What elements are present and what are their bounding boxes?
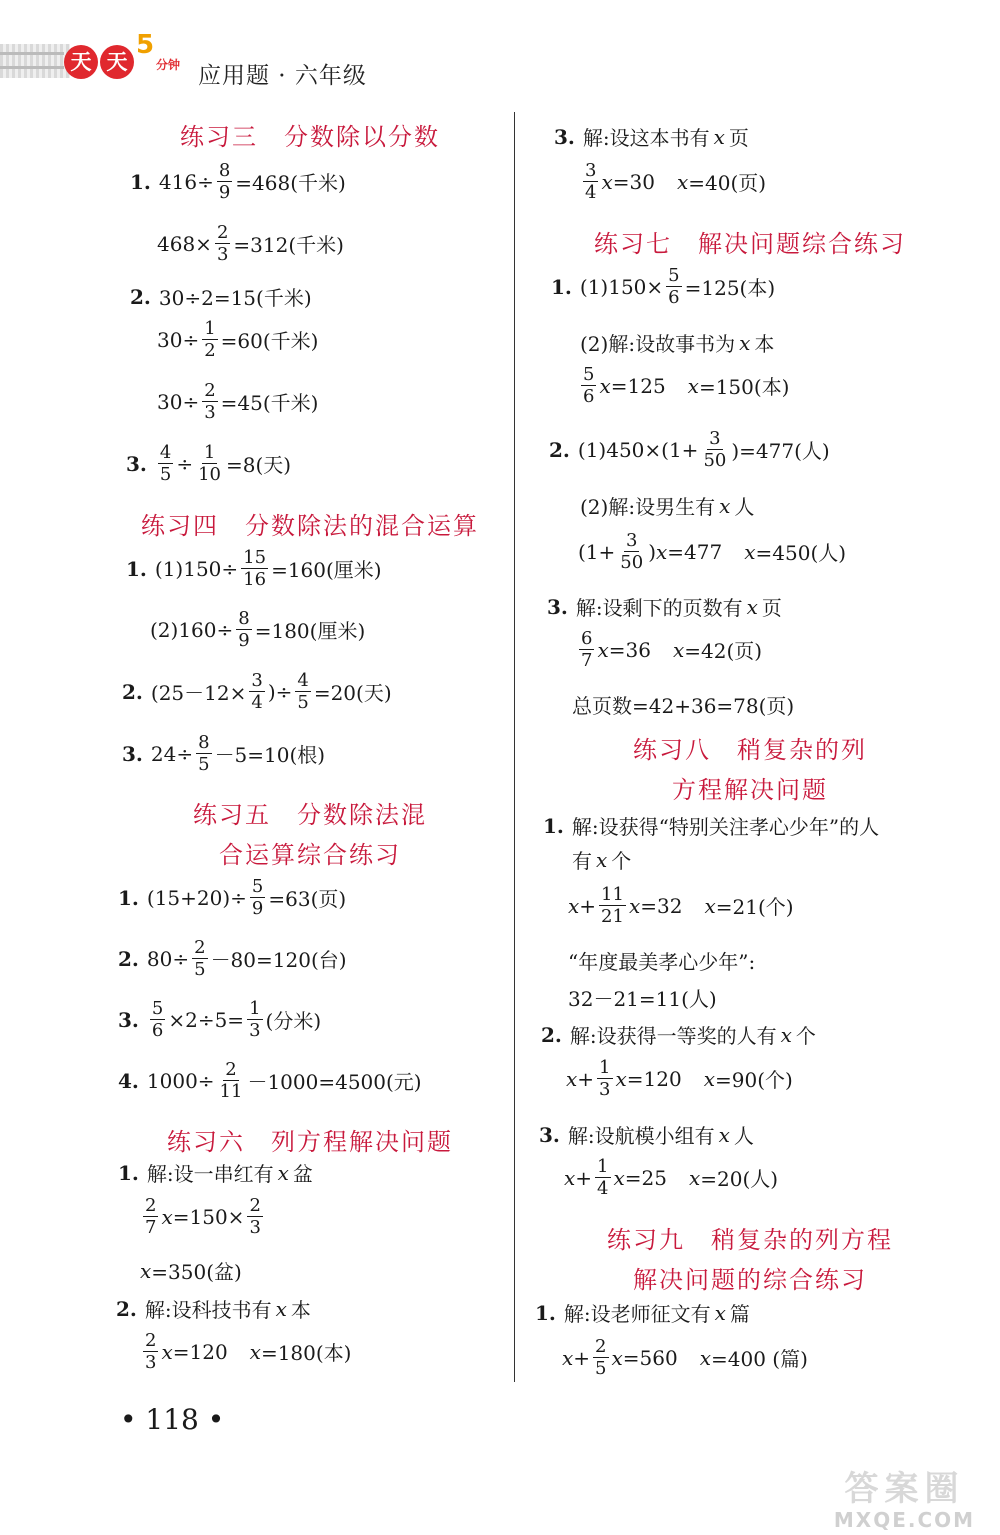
- answer-line: $\frac{6}{7}$ x =36 x =42(页): [581, 628, 763, 671]
- answer-line: 1. (15+20)÷ $\frac{5}{9}$ =63(页): [118, 876, 347, 919]
- page-number: • 118 •: [120, 1403, 225, 1436]
- answer-line: 3. 解:设航模小组有 x 人: [539, 1122, 754, 1148]
- answer-line: 468× $\frac{2}{3}$ =312(千米): [157, 222, 344, 265]
- answer-line: 2. 30÷2=15(千米): [130, 284, 312, 310]
- answer-line: (1+ $\frac{3}{50}$ ) x =477 x =450(人): [578, 530, 847, 573]
- section-title: 方程解决问题: [672, 776, 828, 804]
- section-title: 解决问题的综合练习: [633, 1266, 867, 1294]
- answer-line: 1. 解:设老师征文有 x 篇: [535, 1300, 750, 1326]
- answer-line: 1. 416÷ $\frac{8}{9}$ =468(千米): [130, 160, 346, 203]
- logo-badge: 天: [64, 45, 98, 79]
- answer-line: 3. 解:设剩下的页数有 x 页: [547, 594, 782, 620]
- answer-line: 4. 1000÷ $\frac{2}{11}$ －1000=4500(元): [118, 1059, 422, 1102]
- section-title: 练习五 分数除法混: [193, 801, 427, 829]
- logo-badge: 天: [100, 45, 134, 79]
- answer-line: 3. 24÷ $\frac{8}{5}$ －5=10(根): [122, 732, 326, 775]
- section-title: 练习三 分数除以分数: [180, 123, 440, 151]
- answer-line: 3. 解:设这本书有 x 页: [554, 124, 749, 150]
- answer-line: $\frac{2}{7}$ x =150× $\frac{2}{3}$: [145, 1195, 261, 1238]
- answer-line: (2)解:设男生有 x 人: [580, 493, 755, 519]
- answer-line: 1. (1)150× $\frac{5}{6}$ =125(本): [551, 265, 776, 308]
- answer-line: x + $\frac{1}{3}$ x =120 x =90(个): [566, 1057, 793, 1100]
- section-title: 练习六 列方程解决问题: [167, 1128, 453, 1156]
- logo-five: 5: [136, 30, 155, 60]
- answer-line: 30÷ $\frac{1}{2}$ =60(千米): [157, 318, 319, 361]
- answer-line: $\frac{3}{4}$ x =30 x =40(页): [585, 160, 767, 203]
- answer-line: 2. 解:设科技书有 x 本: [116, 1296, 311, 1322]
- answer-line: 3. $\frac{4}{5}$ ÷ $\frac{1}{10}$ =8(天): [126, 442, 292, 485]
- section-title: 练习四 分数除法的混合运算: [141, 512, 479, 540]
- answer-line: x + $\frac{11}{21}$ x =32 x =21(个): [568, 884, 794, 927]
- answer-line: 2. (25－12× $\frac{3}{4}$ )÷ $\frac{4}{5}$ =20(天): [122, 670, 392, 713]
- answer-line: 2. (1)450×(1+ $\frac{3}{50}$ )=477(人): [549, 428, 830, 471]
- section-title: 练习七 解决问题综合练习: [594, 230, 906, 258]
- answer-line: 2. 80÷ $\frac{2}{5}$ －80=120(台): [118, 937, 347, 980]
- answer-line: 30÷ $\frac{2}{3}$ =45(千米): [157, 380, 319, 423]
- answer-line: 32－21=11(人): [568, 987, 717, 1011]
- section-title: 练习九 稍复杂的列方程: [607, 1226, 893, 1254]
- answer-line: 2. 解:设获得一等奖的人有 x 个: [541, 1022, 816, 1048]
- book-title: 应用题 · 六年级: [198, 63, 367, 89]
- answer-line: 1. 解:设一串红有 x 盆: [118, 1160, 313, 1186]
- column-divider: [514, 112, 515, 1382]
- answer-line: 1. 解:设获得“特别关注孝心少年”的人: [543, 813, 880, 839]
- answer-line: (2)160÷ $\frac{8}{9}$ =180(厘米): [150, 608, 366, 651]
- answer-line: $\frac{2}{3}$ x =120 x =180(本): [145, 1330, 352, 1373]
- answer-line: (2)解:设故事书为 x 本: [580, 330, 775, 356]
- answer-line: x + $\frac{1}{4}$ x =25 x =20(人): [564, 1156, 779, 1199]
- answer-line: $\frac{5}{6}$ x =125 x =150(本): [583, 364, 790, 407]
- section-title: 合运算综合练习: [219, 841, 401, 869]
- logo-minutes: 分钟: [156, 58, 181, 72]
- section-title: 练习八 稍复杂的列: [633, 736, 867, 764]
- answer-line: 3. $\frac{5}{6}$ ×2÷5= $\frac{1}{3}$ (分米): [118, 998, 322, 1041]
- answer-line: x =350(盆): [140, 1258, 242, 1284]
- answer-line: 总页数=42+36=78(页): [572, 694, 795, 718]
- answer-line: 有 x 个: [572, 847, 632, 873]
- watermark-logo: 答案圈 MXQE.COM: [833, 1469, 976, 1532]
- answer-line: x + $\frac{2}{5}$ x =560 x =400 (篇): [562, 1336, 808, 1379]
- answer-line: 1. (1)150÷ $\frac{15}{16}$ =160(厘米): [126, 547, 382, 590]
- answer-line: “年度最美孝心少年”:: [568, 950, 756, 974]
